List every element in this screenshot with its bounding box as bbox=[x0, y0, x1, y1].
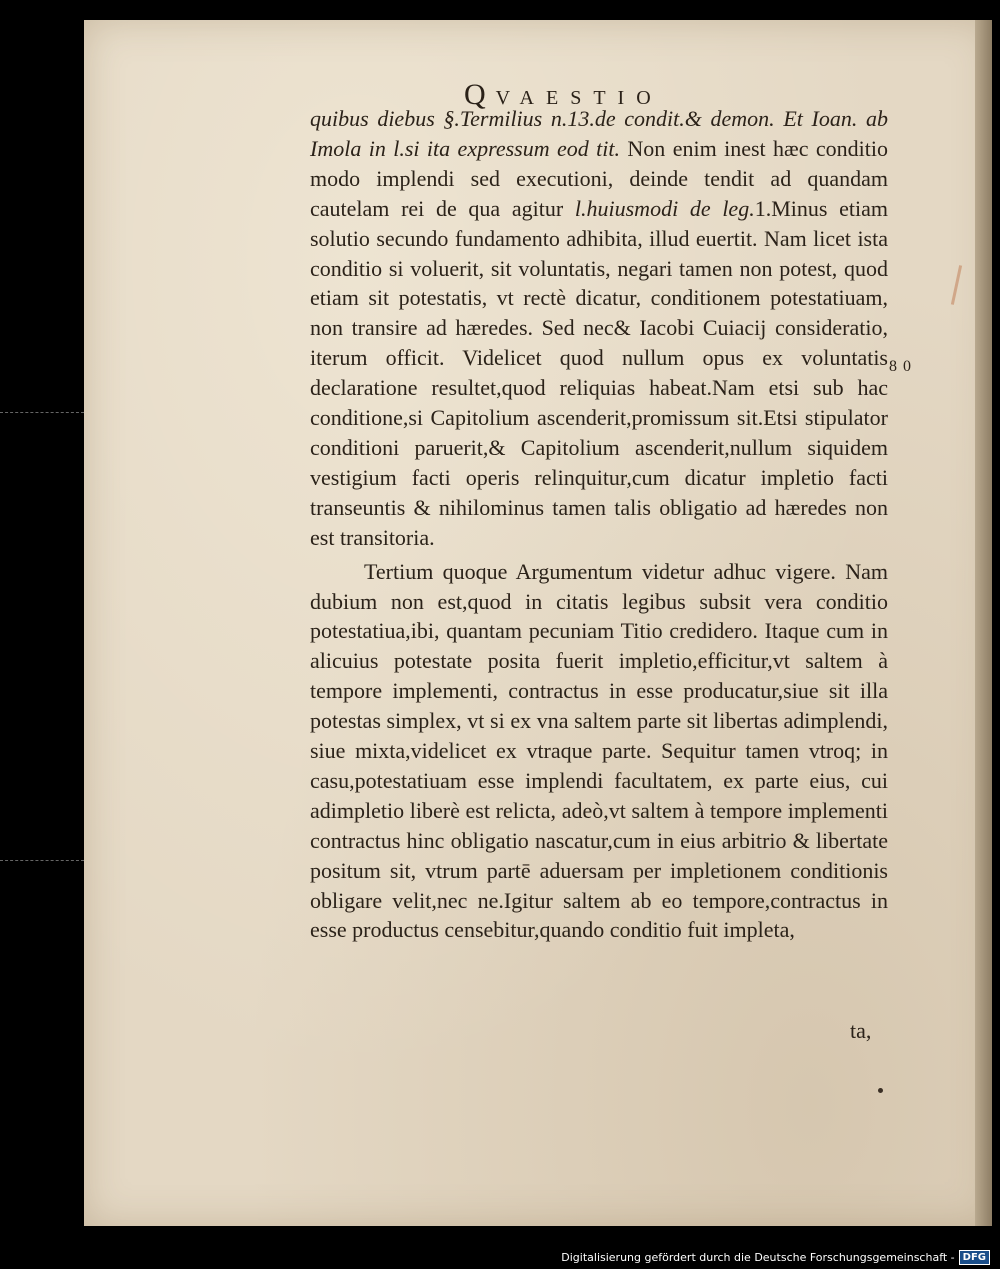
paragraph-1-text-a: Non enim inest hæc conditio modo implendi sed executioni, deinde tendit ad quandam cautelam rei de qua agitur bbox=[310, 135, 888, 221]
citation-italic: quibus diebus §.Termilius n.13.de condit.& demon. Et Ioan. ab Imola in l.si ita expressum eod tit. bbox=[310, 106, 888, 161]
dfg-logo-icon: DFG bbox=[959, 1250, 990, 1265]
paragraph-1-text-b: 1.Minus etiam solutio secundo fundamento adhibita, illud euertit. Nam licet ista conditio si voluerit, sit voluntatis, negari tamen non potest, quod etiam sit potestatis, vt rectè dicatur, conditionem potestatiuam, non transire ad hæredes. Sed nec& Iacobi Cuiacij consideratio, iterum officit. Videlicet quod nullum opus ex voluntatis declaratione resultet,quod reliquias habeat.Nam etsi sub hac conditione,si Capitolium ascenderit,promissum sit.Etsi stipulator conditioni paruerit,& Capitolium ascenderit,nullum siquidem vestigium facti operis relinquitur,cum dicatur impletio facti transeuntis & nihilominus tamen talis obligatio ad hæredes non est transitoria. bbox=[310, 195, 888, 550]
citation-ref-italic: l.huiusmodi de leg. bbox=[574, 195, 755, 221]
scan-guide-line bbox=[0, 860, 84, 862]
catchword: ta, bbox=[850, 1018, 872, 1043]
digitization-footer bbox=[561, 1250, 990, 1265]
paragraph-1 bbox=[310, 104, 888, 553]
footer-text: Digitalisierung gefördert durch die Deutsche Forschungsgemeinschaft - bbox=[561, 1251, 955, 1264]
body-text bbox=[310, 104, 888, 945]
scan-guide-line bbox=[0, 412, 84, 414]
margin-number: 80 bbox=[889, 358, 917, 375]
page-gutter-edge bbox=[975, 20, 992, 1226]
paragraph-2: Tertium quoque Argumentum videtur adhuc vigere. Nam dubium non est,quod in citatis legibus subsit vera conditio potestatiua,ibi, quantam pecuniam Titio credidero. Itaque cum in alicuius potestate posita fuerit impletio,efficitur,vt saltem à tempore implementi, contractus in esse producatur,siue sit illa potestas simplex, vt si ex vna saltem parte sit libertas adimplendi, siue mixta,videlicet ex vtraque parte. Sequitur tamen vtroq; in casu,potestatiuam esse implendi facultatem, ex parte eius, cui adimpletio liberè est relicta, adeò,vt saltem à tempore implementi contractus hinc obligatio nascatur,cum in eius arbitrio & libertate positum sit, vtrum partē aduersam per impletionem conditionis obligare velit,nec ne.Igitur saltem ab eo tempore,contractus in esse productus censebitur,quando conditio fuit impleta, bbox=[310, 558, 888, 943]
ink-dot-mark bbox=[878, 1088, 883, 1093]
heading-initial: Q bbox=[464, 78, 496, 111]
heading-rest: VAESTIO bbox=[495, 87, 663, 109]
